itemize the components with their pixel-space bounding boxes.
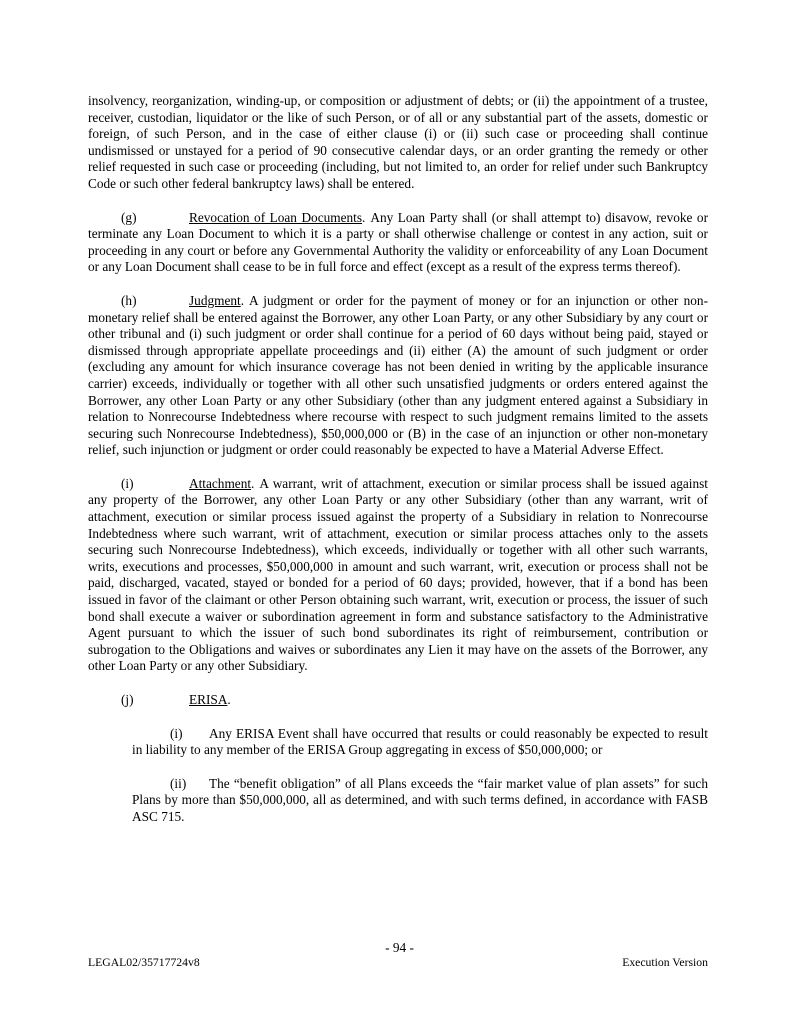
subsection-j-i-label: (i)	[170, 725, 183, 741]
section-g-heading-punct: .	[362, 209, 366, 225]
section-h-heading: Judgment	[189, 292, 241, 308]
section-i-heading: Attachment	[189, 475, 252, 491]
section-h-label: (h)	[121, 292, 137, 308]
subsection-j-ii-text: The “benefit obligation” of all Plans exceeds the “fair market value of plan assets” for such Plans by more than $50,000,000, all as determined, and with such terms defined, in accordance with FASB ASC 715.	[132, 775, 708, 824]
section-i-label: (i)	[121, 475, 134, 491]
subsection-j-i-text: Any ERISA Event shall have occurred that results or could reasonably be expected to result in liability to any member of the ERISA Group aggregating in excess of $50,000,000; or	[132, 725, 708, 758]
section-g-label: (g)	[121, 209, 137, 225]
section-j	[88, 692, 708, 709]
intro-paragraph: insolvency, reorganization, winding-up, or composition or adjustment of debts; or (ii) the appointment of a trustee, receiver, custodian, liquidator or the like of such Person, or of all or any substantial part of the assets, domestic or foreign, of such Person, and in the case of either clause (i) or (ii) such case or proceeding shall continue undismissed or unstayed for a period of 90 consecutive calendar days, or an order granting the remedy or other relief requested in such case or proceeding (including, but not limited to, an order for relief under such Bankruptcy Code or such other federal bankruptcy laws) shall be entered.	[88, 93, 708, 191]
section-j-heading: ERISA	[189, 692, 228, 707]
section-h-text: A judgment or order for the payment of money or for an injunction or other non-monetary relief shall be entered against the Borrower, any other Loan Party, or any other Subsidiary by any court or other tribunal and (i) such judgment or order shall continue for a period of 60 days without being paid, stayed or dismissed through appropriate appellate proceedings and (ii) either (A) the amount of such judgment or order (excluding any amount for which insurance coverage has not been denied in writing by the applicable insurance carrier) exceeds, individually or together with all other such unsatisfied judgments or orders entered against the Borrower, any other Loan Party or any other Subsidiary (other than any judgment entered against a Subsidiary in relation to Nonrecourse Indebtedness where recourse with respect to such judgment remains limited to the assets securing such Nonrecourse Indebtedness), $50,000,000 or (B) in the case of an injunction or other non-monetary relief, such injunction or judgment or order could reasonably be expected to have a Material Adverse Effect.	[88, 292, 708, 458]
section-i	[88, 476, 708, 675]
section-j-heading-punct: .	[227, 692, 231, 707]
section-h	[88, 293, 708, 459]
section-g-heading: Revocation of Loan Documents	[189, 209, 363, 225]
section-g	[88, 210, 708, 276]
section-g-text: Any Loan Party shall (or shall attempt to) disavow, revoke or terminate any Loan Document to which it is a party or shall otherwise challenge or contest in any action, suit or proceeding in any court or before any Governmental Authority the validity or enforceability of any Loan Document or any Loan Document shall cease to be in full force and effect (except as a result of the express terms thereof).	[88, 209, 708, 275]
document-body	[88, 93, 708, 843]
page-number: - 94 -	[385, 940, 414, 955]
subsection-j-ii-label: (ii)	[170, 775, 187, 791]
section-j-label: (j)	[121, 692, 134, 707]
subsection-j-i	[132, 726, 708, 759]
section-h-heading-punct: .	[240, 292, 245, 308]
footer-doc-id: LEGAL02/35717724v8	[88, 956, 200, 969]
footer-version-label: Execution Version	[622, 956, 708, 969]
section-i-text: A warrant, writ of attachment, execution or similar process shall be issued against any property of the Borrower, any other Loan Party or any other Subsidiary (other than any warrant, writ of attachment, execution or similar process issued against the property of a Subsidiary in relation to Nonrecourse Indebtedness where such warrant, writ of attachment, execution or similar process attaches only to the assets securing such Nonrecourse Indebtedness), which exceeds, individually or together with all other such warrants, writs, executions and processes, $50,000,000 in amount and such warrant, writ, execution or process shall not be paid, discharged, vacated, stayed or bonded for a period of 60 days; provided, however, that if a bond has been issued in favor of the claimant or other Person obtaining such warrant, writ, execution or process, the issuer of such bond shall execute a waiver or subordination agreement in form and substance satisfactory to the Administrative Agent pursuant to which the issuer of such bond subordinates its right of reimbursement, contribution or subrogation to the Obligations and waives or subordinates any Lien it may have on the assets of the Borrower, any other Loan Party or any other Subsidiary.	[88, 475, 708, 674]
subsection-j-ii	[132, 776, 708, 826]
section-i-heading-punct: .	[251, 475, 255, 491]
footer	[88, 956, 708, 970]
